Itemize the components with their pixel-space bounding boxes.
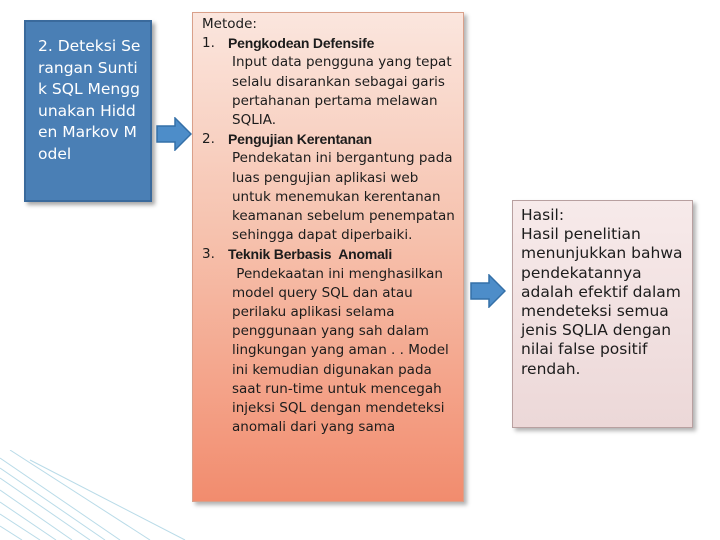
result-text: Hasil penelitian menunjukkan bahwa pendekatannya adalah efektif dalam mendeteksi semua jenis SQLIA dengan nilai false positif rendah. bbox=[521, 225, 683, 378]
topic-text: 2. Deteksi Serangan Suntik SQL Menggunakan Hidden Markov Model bbox=[38, 37, 141, 163]
method-item-title: Pengkodean Defensife bbox=[228, 35, 375, 52]
method-item-number: 3. bbox=[202, 246, 215, 263]
method-item-2 bbox=[202, 130, 457, 245]
topic-box bbox=[24, 20, 152, 202]
result-heading: Hasil: bbox=[521, 206, 565, 224]
method-item-body: Pendekaatan ini menghasilkan model query SQL dan atau perilaku aplikasi selama penggunaan yang sah dalam lingkungan yang aman . . Model ini kemudian digunakan pada saat run-time untuk mencegah injeksi SQL dengan mendeteksi anomali dari yang sama bbox=[232, 265, 454, 436]
method-box bbox=[192, 12, 464, 502]
result-box bbox=[512, 200, 693, 428]
method-item-body: Pendekatan ini bergantung pada luas pengujian aplikasi web untuk menemukan kerentanan keamanan sebelum penempatan sehingga dapat diperbaiki. bbox=[232, 150, 455, 244]
method-item-body: Input data pengguna yang tepat selalu disarankan sebagai garis pertahanan pertama melawan SQLIA. bbox=[232, 54, 452, 129]
method-item-number: 1. bbox=[202, 35, 215, 52]
method-heading: Metode: bbox=[202, 16, 257, 32]
method-item-title: Teknik Berbasis Anomali bbox=[228, 246, 393, 263]
method-item-number: 2. bbox=[202, 131, 215, 148]
right-arrow-icon bbox=[156, 117, 192, 151]
decorative-corner-lines bbox=[0, 450, 190, 540]
right-arrow-icon bbox=[470, 274, 506, 308]
method-item-1 bbox=[202, 34, 457, 130]
method-item-3 bbox=[202, 245, 457, 437]
method-item-title: Pengujian Kerentanan bbox=[228, 131, 372, 148]
